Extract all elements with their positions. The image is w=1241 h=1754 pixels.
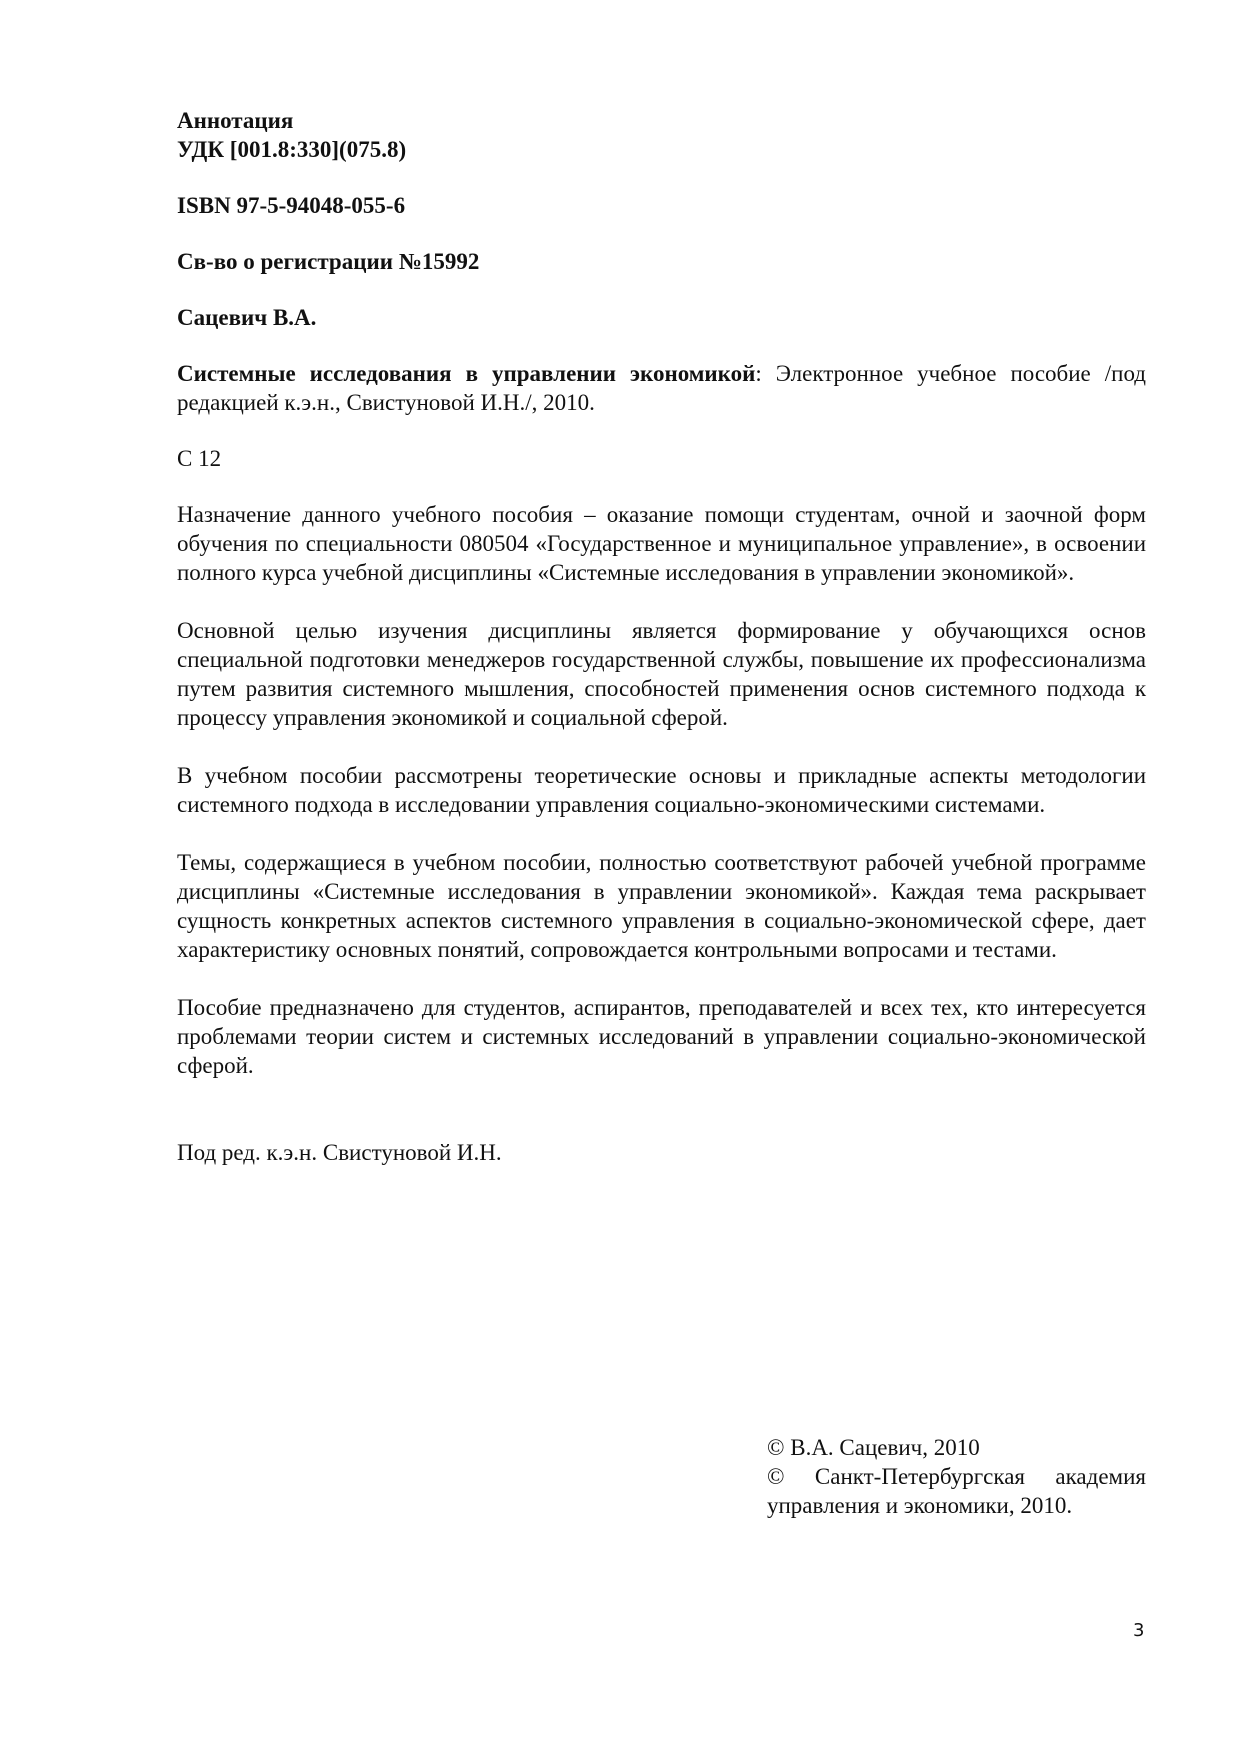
book-title: Системные исследования в управлении экономикой bbox=[177, 361, 756, 386]
content-paragraph: В учебном пособии рассмотрены теоретические основы и прикладные аспекты методологии системного подхода в исследовании управления социально-экономическими системами. bbox=[177, 763, 1146, 817]
page-count: С 12 bbox=[177, 446, 222, 471]
copyright-block bbox=[767, 1433, 1146, 1520]
copyright-author: © В.А. Сацевич, 2010 bbox=[767, 1435, 980, 1460]
annotation-content bbox=[177, 106, 1146, 1167]
topics-paragraph: Темы, содержащиеся в учебном пособии, полностью соответствуют рабочей учебной программе дисциплины «Системные исследования в управлении экономикой». Каждая тема раскрывает сущность конкретных аспектов системного управления в социально-экономической сфере, дает характеристику основных понятий, сопровождается контрольными вопросами и тестами. bbox=[177, 850, 1146, 962]
isbn-number: ISBN 97-5-94048-055-6 bbox=[177, 193, 406, 218]
registration-number: Св-во о регистрации №15992 bbox=[177, 249, 480, 274]
page-number: 3 bbox=[1133, 1620, 1145, 1641]
audience-paragraph: Пособие предназначено для студентов, аспирантов, преподавателей и всех тех, кто интересуется проблемами теории систем и системных исследований в управлении социально-экономической сферой. bbox=[177, 995, 1146, 1078]
udk-code: УДК [001.8:330](075.8) bbox=[177, 137, 407, 162]
book-description: : Электронное учебное пособие /под редакцией к.э.н., Свистуновой И.Н./, 2010. bbox=[177, 361, 1146, 415]
copyright-institution: © Санкт-Петербургская академия управления и экономики, 2010. bbox=[767, 1464, 1146, 1518]
bibliographic-entry bbox=[177, 359, 1146, 417]
purpose-paragraph: Назначение данного учебного пособия – оказание помощи студентам, очной и заочной форм обучения по специальности 080504 «Государственное и муниципальное управление», в освоении полного курса учебной дисциплины «Системные исследования в управлении экономикой». bbox=[177, 502, 1146, 585]
annotation-heading: Аннотация bbox=[177, 108, 294, 133]
goal-paragraph: Основной целью изучения дисциплины является формирование у обучающихся основ специальной подготовки менеджеров государственной службы, повышение их профессионализма путем развития системного мышления, способностей применения основ системного подхода к процессу управления экономикой и социальной сферой. bbox=[177, 618, 1146, 730]
editor-line: Под ред. к.э.н. Свистуновой И.Н. bbox=[177, 1140, 502, 1165]
author-name: Сацевич В.А. bbox=[177, 305, 317, 330]
